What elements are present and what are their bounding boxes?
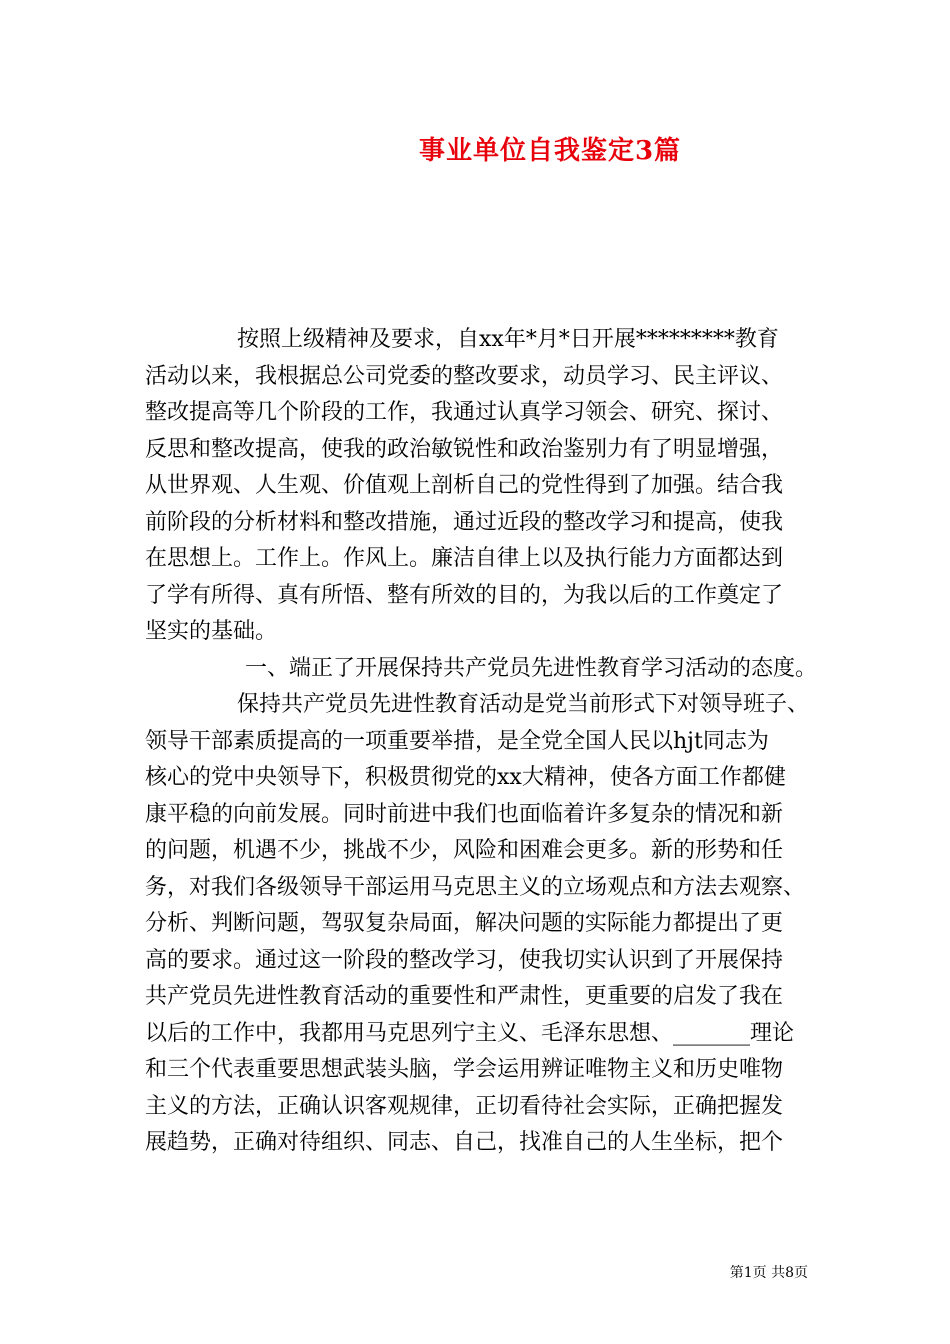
body-line: 整改提高等几个阶段的工作，我通过认真学习领会、研究、探讨、: [145, 400, 784, 425]
body-line: 保持共产党员先进性教育活动是党当前形式下对领导班子、: [237, 692, 810, 717]
page-number: 第1页 共8页: [729, 1265, 808, 1281]
body-line: 从世界观、人生观、价值观上剖析自己的党性得到了加强。结合我: [145, 473, 784, 498]
body-line: 高的要求。通过这一阶段的整改学习，使我切实认识到了开展保持: [145, 947, 784, 973]
body-line: 康平稳的向前发展。同时前进中我们也面临着许多复杂的情况和新: [145, 801, 784, 827]
body-line: 反思和整改提高，使我的政治敏锐性和政治鉴别力有了明显增强，: [145, 436, 784, 462]
body-line: 核心的党中央领导下，积极贯彻党的xx大精神，使各方面工作都健: [145, 765, 786, 790]
body-line: 的问题，机遇不少，挑战不少，风险和困难会更多。新的形势和任: [145, 838, 784, 863]
body-line: 领导干部素质提高的一项重要举措，是全党全国人民以hjt同志为: [145, 728, 769, 754]
body-line: 坚实的基础。: [145, 619, 278, 644]
body-line: 展趋势，正确对待组织、同志、自己，找准自己的人生坐标，把个: [145, 1130, 784, 1155]
body-line: 在思想上。工作上。作风上。廉洁自律上以及执行能力方面都达到: [145, 546, 784, 571]
body-line: 共产党员先进性教育活动的重要性和严肃性，更重要的启发了我在: [145, 984, 784, 1009]
body-line: 主义的方法，正确认识客观规律，正切看待社会实际，正确把握发: [145, 1093, 784, 1119]
body-line: 以后的工作中，我都用马克思列宁主义、毛泽东思想、_______理论: [145, 1020, 795, 1046]
body-line: 务，对我们各级领导干部运用马克思主义的立场观点和方法去观察、: [145, 874, 806, 900]
body-line: 按照上级精神及要求，自xx年*月*日开展*********教育: [237, 327, 779, 352]
document-body: [145, 322, 825, 1162]
section-heading: 一、端正了开展保持共产党员先进性教育学习活动的态度。: [245, 655, 818, 681]
body-line: 分析、判断问题，驾驭复杂局面，解决问题的实际能力都提出了更: [145, 911, 784, 936]
document-title: 事业单位自我鉴定3篇: [418, 136, 682, 166]
body-line: 前阶段的分析材料和整改措施，通过近段的整改学习和提高，使我: [145, 509, 784, 535]
body-line: 和三个代表重要思想武装头脑，学会运用辨证唯物主义和历史唯物: [145, 1057, 784, 1082]
body-line: 活动以来，我根据总公司党委的整改要求，动员学习、民主评议、: [145, 363, 784, 389]
body-line: 了学有所得、真有所悟、整有所效的目的，为我以后的工作奠定了: [145, 582, 784, 608]
